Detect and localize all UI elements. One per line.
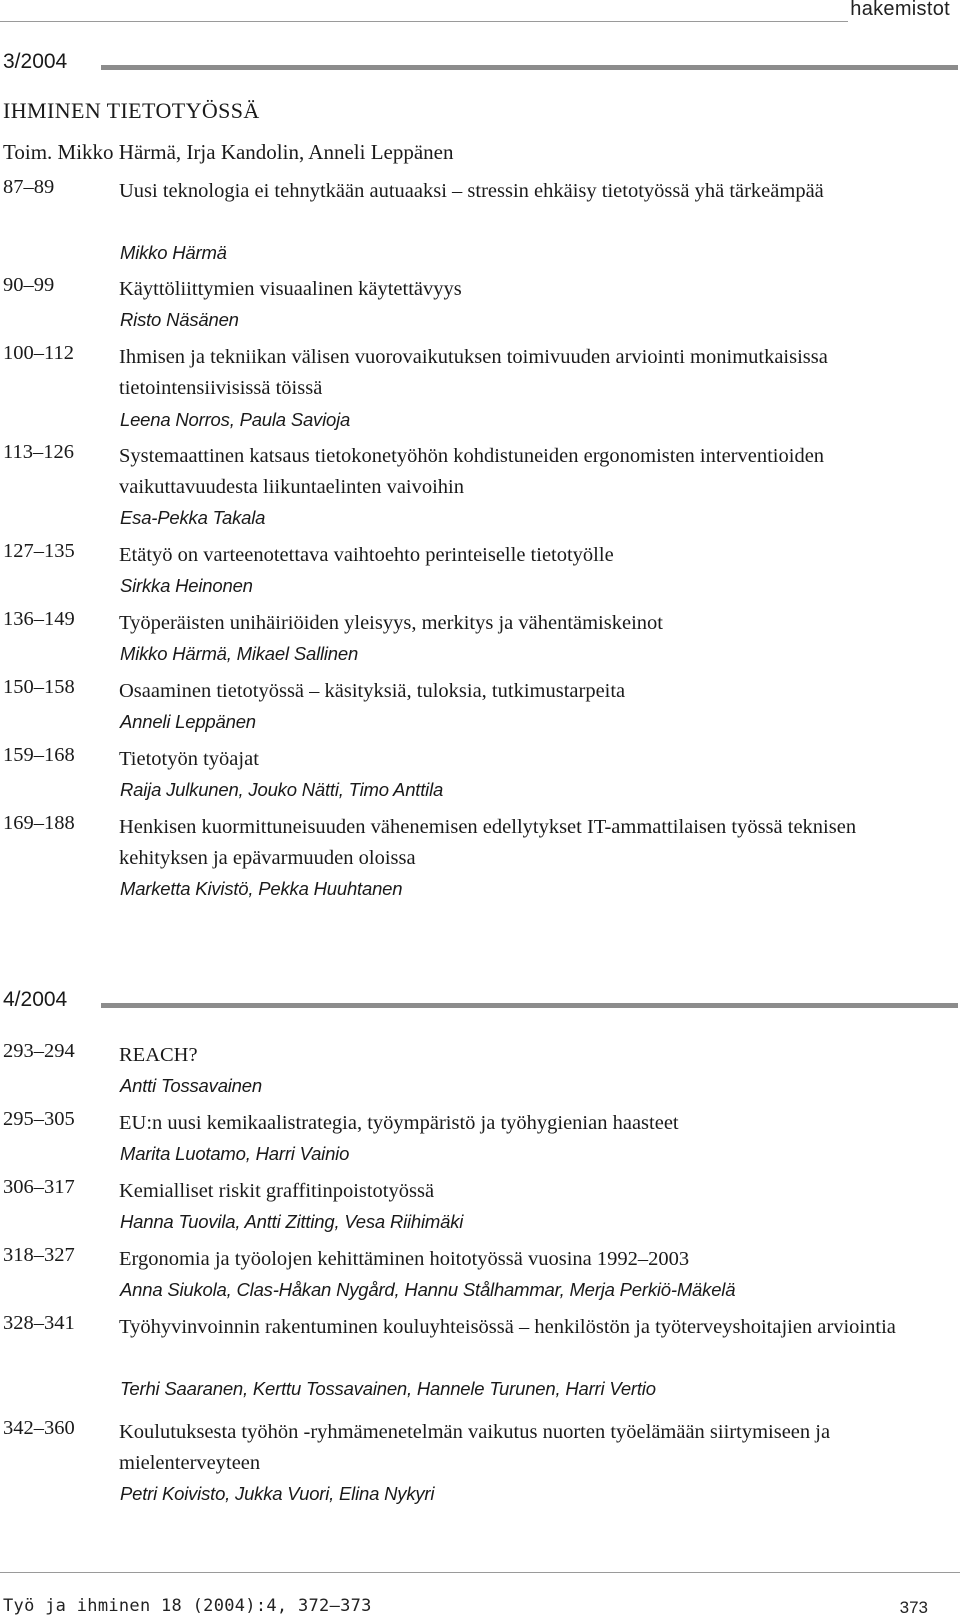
page-range: 90–99 — [3, 274, 55, 296]
page-range: 318–327 — [3, 1244, 75, 1266]
article-title: Ergonomia ja työolojen kehittäminen hoitotyössä vuosina 1992–2003 — [119, 1248, 690, 1270]
page-range: 169–188 — [3, 812, 75, 834]
article-authors: Petri Koivisto, Jukka Vuori, Elina Nykyri — [120, 1483, 435, 1504]
article-authors: Mikko Härmä, Mikael Sallinen — [120, 643, 359, 664]
article-authors: Sirkka Heinonen — [120, 575, 253, 596]
article-title: Käyttöliittymien visuaalinen käytettävyys — [119, 278, 462, 300]
article-title: REACH? — [119, 1044, 198, 1066]
issue-divider-bar — [101, 1003, 958, 1008]
article-title: Osaaminen tietotyössä – käsityksiä, tuloksia, tutkimustarpeita — [119, 680, 626, 702]
section-tag: hakemistot — [850, 0, 950, 20]
article-authors: Marketta Kivistö, Pekka Huuhtanen — [120, 878, 403, 899]
article-title: Työhyvinvoinnin rakentuminen kouluyhteisössä – henkilöstön ja työterveyshoitajien arviointia — [119, 1316, 896, 1338]
journal-citation: Työ ja ihminen 18 (2004):4, 372–373 — [3, 1596, 372, 1616]
page-range: 136–149 — [3, 608, 75, 630]
article-title: Tietotyön työajat — [119, 748, 259, 770]
page-range: 150–158 — [3, 676, 75, 698]
article-title: Ihmisen ja tekniikan välisen vuorovaikutuksen toimivuuden arviointi monimutkaisissa tietointensiivisissä töissä — [119, 346, 828, 399]
article-authors: Mikko Härmä — [120, 242, 227, 263]
issue-divider-bar — [101, 65, 958, 70]
page-range: 293–294 — [3, 1040, 75, 1062]
article-authors: Leena Norros, Paula Savioja — [120, 409, 351, 430]
page-range: 87–89 — [3, 176, 55, 198]
page-range: 328–341 — [3, 1312, 75, 1334]
theme-title: IHMINEN TIETOTYÖSSÄ — [3, 98, 260, 123]
article-authors: Marita Luotamo, Harri Vainio — [120, 1143, 350, 1164]
article-authors: Risto Näsänen — [120, 309, 239, 330]
article-authors: Hanna Tuovila, Antti Zitting, Vesa Riihimäki — [120, 1211, 464, 1232]
issue-heading-4-2004 — [3, 988, 958, 1018]
issue-label: 3/2004 — [3, 50, 68, 73]
article-title: Etätyö on varteenotettava vaihtoehto perinteiselle tietotyölle — [119, 544, 614, 566]
page-number: 373 — [899, 1598, 928, 1617]
page-range: 127–135 — [3, 540, 75, 562]
article-title: Kemialliset riskit graffitinpoistotyössä — [119, 1180, 435, 1202]
article-title: Uusi teknologia ei tehnytkään autuaaksi – stressin ehkäisy tietotyössä yhä tärkeämpää — [119, 180, 824, 202]
issue-label: 4/2004 — [3, 988, 68, 1011]
page-range: 159–168 — [3, 744, 75, 766]
article-authors: Antti Tossavainen — [120, 1075, 262, 1096]
page-range: 295–305 — [3, 1108, 75, 1130]
article-authors: Terhi Saaranen, Kerttu Tossavainen, Hannele Turunen, Harri Vertio — [120, 1378, 656, 1399]
footer-rule — [0, 1572, 960, 1573]
article-title: Henkisen kuormittuneisuuden vähenemisen edellytykset IT-ammattilaisen työssä teknisen kehityksen ja epävarmuuden oloissa — [119, 816, 857, 869]
article-title: Koulutuksesta työhön -ryhmämenetelmän vaikutus nuorten työelämään siirtymiseen ja mielenterveyteen — [119, 1421, 831, 1474]
page-range: 342–360 — [3, 1417, 75, 1439]
article-authors: Esa-Pekka Takala — [120, 507, 266, 528]
header-rule — [0, 21, 848, 22]
article-authors: Anneli Leppänen — [120, 711, 256, 732]
editors: Toim. Mikko Härmä, Irja Kandolin, Anneli Leppänen — [3, 140, 454, 164]
article-authors: Raija Julkunen, Jouko Nätti, Timo Anttila — [120, 779, 444, 800]
page-range: 100–112 — [3, 342, 74, 364]
issue-heading-3-2004 — [3, 50, 958, 80]
article-title: Systemaattinen katsaus tietokonetyöhön kohdistuneiden ergonomisten interventioiden vaikuttavuudesta liikuntaelinten vaivoihin — [119, 445, 825, 498]
article-authors: Anna Siukola, Clas-Håkan Nygård, Hannu Stålhammar, Merja Perkiö-Mäkelä — [120, 1279, 736, 1300]
article-title: Työperäisten unihäiriöiden yleisyys, merkitys ja vähentämiskeinot — [119, 612, 663, 634]
page-range: 306–317 — [3, 1176, 75, 1198]
article-title: EU:n uusi kemikaalistrategia, työympäristö ja työhygienian haasteet — [119, 1112, 679, 1134]
page-range: 113–126 — [3, 441, 74, 463]
